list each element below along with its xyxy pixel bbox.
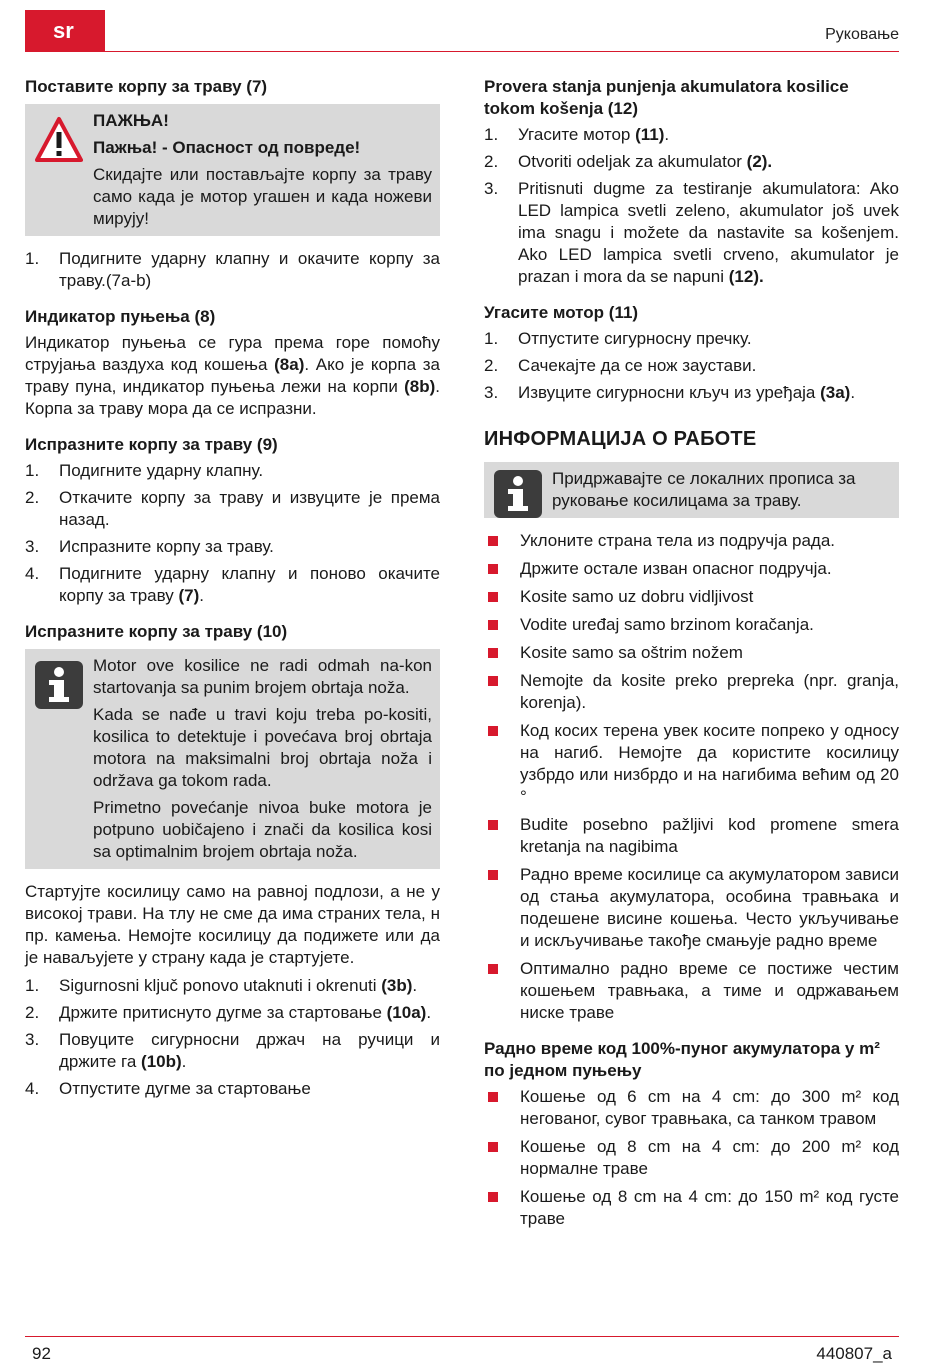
- left-column: [25, 76, 440, 1105]
- list-item: 1. Отпустите сигурносну пречку.: [484, 329, 752, 348]
- header-divider: [25, 51, 899, 52]
- list-item: 3. Испразните корпу за траву.: [25, 537, 274, 556]
- section-heading: Испразните корпу за траву (9): [25, 435, 278, 454]
- info-text: Kada se nađe u travi koju treba po-kositi, kosilica to detektuje i povećava broj obrtaja motora na maksimalni broj obrtaja noža i održava ga tokom rada.: [93, 705, 432, 790]
- paragraph: Индикатор пуњења се гура према горе помоћу струјања ваздуха код кошења (8a). Ако је корпа за траву пуна, индикатор пуњења лежи на корпи (8b). Корпа за траву мора да се испразни.: [25, 333, 440, 418]
- list-item: 3. Извуците сигурносни кључ из уређаја (3a).: [484, 383, 856, 402]
- list-item: 3. Повуците сигурносни држач на ручици и држите га (10b).: [25, 1030, 440, 1071]
- list-item: Nemojte da kosite preko prepreka (npr. granja, korenja).: [484, 670, 899, 714]
- info-box: [25, 649, 440, 869]
- info-text: Придржавајте се локалних прописа за руковање косилицама за траву.: [552, 469, 856, 510]
- warning-text: Скидајте или постављајте корпу за траву само када је мотор угашен и када ножеви мирују!: [93, 165, 432, 228]
- list-item: Код косих терена увек косите попреко у односу на нагиб. Немојте да користите косилицу узбрдо или низбрдо и на нагибима већим од 20 °: [484, 720, 899, 808]
- page-number: 92: [32, 1344, 51, 1363]
- section-heading: Испразните корпу за траву (10): [25, 622, 288, 641]
- bullet-list: [484, 530, 899, 1024]
- chapter-heading: ИНФОРМАЦИЈА О РАБОТЕ: [484, 428, 757, 450]
- step-list: [25, 248, 440, 292]
- section-heading: Индикатор пуњења (8): [25, 307, 216, 326]
- section-heading: Угасите мотор (11): [484, 303, 639, 322]
- list-item: Радно време косилице са акумулатором зависи од стања акумулатора, особина травњака и подешене висине кошења. Често укључивање и искључивање такође смањује радно време: [484, 864, 899, 952]
- right-column: [484, 76, 899, 1236]
- list-item: Vodite uređaj samo brzinom koračanja.: [484, 614, 899, 636]
- language-tab: sr: [25, 10, 105, 52]
- list-item: 2. Држите притиснуто дугме за стартовање (10a).: [25, 1003, 432, 1022]
- paragraph: Стартујте косилицу само на равној подлози, а не у високој трави. На тлу не сме да има страних тела, н пр. камења. Немојте косилицу да подижете или да је наваљујете у страну када је стартујете.: [25, 882, 440, 967]
- list-item: Kosite samo uz dobru vidljivost: [484, 586, 899, 608]
- list-item: Уклоните страна тела из подручја рада.: [484, 530, 899, 552]
- warning-box: [25, 104, 440, 236]
- footer-divider: [25, 1336, 899, 1337]
- bullet-list: [484, 1086, 899, 1230]
- list-item: 3. Pritisnuti dugme za testiranje akumulatora: Ako LED lampica svetli zeleno, akumulator još uvek ima snagu i možete da nastavite sa košenjem. Ako LED lampica svetli crveno, akumulator je prazan i mora da se napuni (12).: [484, 179, 899, 286]
- step-list: [484, 328, 899, 404]
- info-icon: [494, 470, 542, 518]
- bullet-square-icon: [488, 536, 498, 546]
- bullet-square-icon: [488, 1142, 498, 1152]
- list-item: Budite posebno pažljivi kod promene smera kretanja na nagibima: [484, 814, 899, 858]
- list-item: Држите остале изван опасног подручја.: [484, 558, 899, 580]
- info-text: Primetno povećanje nivoa buke motora je potpuno uobičajeno i znači da kosilica kosi sa optimalnim brojem obrtaja noža.: [93, 798, 432, 861]
- bullet-square-icon: [488, 726, 498, 736]
- bullet-square-icon: [488, 648, 498, 658]
- bullet-square-icon: [488, 592, 498, 602]
- document-code: 440807_a: [816, 1344, 892, 1363]
- bullet-square-icon: [488, 564, 498, 574]
- info-text: Motor ove kosilice ne radi odmah na-kon startovanja sa punim brojem obrtaja noža.: [93, 656, 432, 697]
- bullet-square-icon: [488, 620, 498, 630]
- list-item: 1. Подигните ударну клапну и окачите корпу за траву.(7a-b): [25, 249, 440, 290]
- bullet-square-icon: [488, 964, 498, 974]
- page-header: [0, 0, 950, 56]
- step-list: [25, 975, 440, 1100]
- warning-triangle-icon: [35, 116, 83, 164]
- list-item: 1. Sigurnosni ključ ponovo utaknuti i okrenuti (3b).: [25, 976, 418, 995]
- list-item: Кошење од 8 cm на 4 cm: до 150 m² код густе траве: [484, 1186, 899, 1230]
- list-item: 1. Угасите мотор (11).: [484, 125, 670, 144]
- list-item: 2. Сачекајте да се нож заустави.: [484, 356, 757, 375]
- list-item: 1. Подигните ударну клапну.: [25, 461, 264, 480]
- list-item: 2. Откачите корпу за траву и извуците је према назад.: [25, 488, 440, 529]
- warning-heading: ПАЖЊА!: [93, 111, 169, 130]
- step-list: [484, 124, 899, 288]
- chapter-title: Руковање: [825, 26, 899, 43]
- list-item: Kosite samo sa oštrim nožem: [484, 642, 899, 664]
- list-item: 4. Отпустите дугме за стартовање: [25, 1079, 311, 1098]
- warning-subheading: Пажња! - Опасност од повреде!: [93, 138, 361, 157]
- list-item: Оптимално радно време се постиже честим кошењем травњака, а тиме и одржавањем ниске траве: [484, 958, 899, 1024]
- info-box: [484, 462, 899, 518]
- list-item: Кошење од 8 cm на 4 cm: до 200 m² код нормалне траве: [484, 1136, 899, 1180]
- list-item: 4. Подигните ударну клапну и поново окачите корпу за траву (7).: [25, 564, 440, 605]
- step-list: [25, 460, 440, 607]
- list-item: Кошење од 6 cm на 4 cm: до 300 m² код неговaног, сувог травњака, са танком травом: [484, 1086, 899, 1130]
- list-item: 2. Otvoriti odeljak za akumulator (2).: [484, 152, 773, 171]
- bullet-square-icon: [488, 870, 498, 880]
- bullet-square-icon: [488, 1192, 498, 1202]
- bullet-square-icon: [488, 1092, 498, 1102]
- section-heading: Provera stanja punjenja akumulatora kosilice tokom košenja (12): [484, 77, 849, 118]
- section-heading: Поставите корпу за траву (7): [25, 77, 268, 96]
- info-icon: [35, 661, 83, 709]
- bullet-square-icon: [488, 676, 498, 686]
- section-heading: Радно време код 100%-пуног акумулатора у m² по једном пуњењу: [484, 1039, 880, 1080]
- bullet-square-icon: [488, 820, 498, 830]
